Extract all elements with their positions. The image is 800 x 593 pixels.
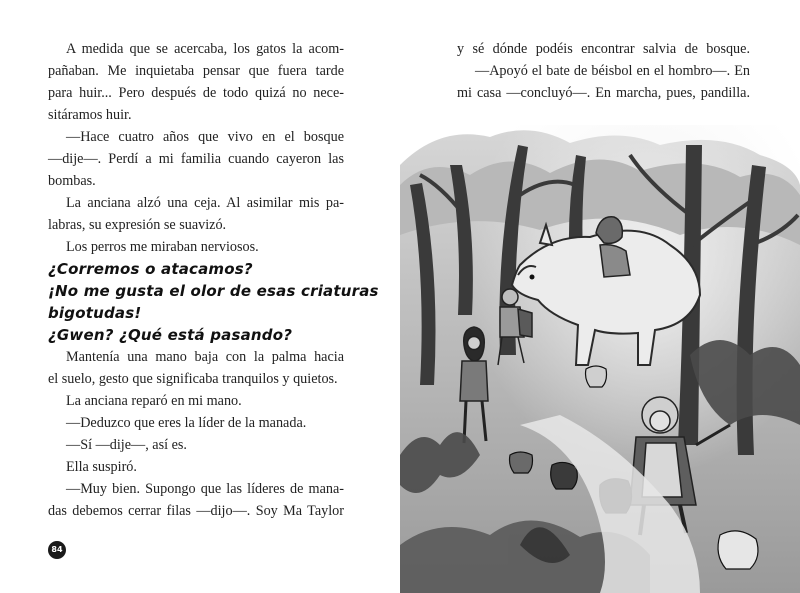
page-number-badge: 84	[48, 541, 66, 559]
handwritten-thought: ¡No me gusta el olor de esas criaturas	[48, 282, 379, 300]
left-page-text	[48, 38, 379, 522]
text-line: —Muy bien. Supongo que las líderes de mana-	[66, 481, 344, 497]
text-line: y sé dónde podéis encontrar salvia de bosque.	[457, 41, 750, 57]
text-line: el suelo, gesto que significaba tranquilos y quietos.	[48, 371, 338, 387]
right-page	[400, 0, 800, 593]
handwritten-thought: ¿Gwen? ¿Qué está pasando?	[48, 326, 293, 344]
text-line: Mantenía una mano baja con la palma hacia	[66, 349, 344, 365]
text-line: —Hace cuatro años que vivo en el bosque	[66, 129, 344, 145]
handwritten-thought: bigotudas!	[48, 304, 142, 322]
text-line: —Apoyó el bate de béisbol en el hombro—. En	[475, 63, 750, 79]
text-line: La anciana reparó en mi mano.	[66, 393, 242, 409]
text-line: para huir... Pero después de todo quizá no nece-	[48, 85, 344, 101]
text-line: —Sí —dije—, así es.	[66, 437, 187, 453]
handwritten-thought: ¿Corremos o atacamos?	[48, 260, 253, 278]
text-line: pañaban. Me inquietaba pensar que fuera tarde	[48, 63, 344, 79]
text-line: A medida que se acercaba, los gatos la acom-	[66, 41, 344, 57]
forest-illustration	[400, 125, 800, 593]
text-line: bombas.	[48, 173, 96, 189]
text-line: La anciana alzó una ceja. Al asimilar mis pa-	[66, 195, 344, 211]
text-line: sitáramos huir.	[48, 107, 132, 123]
text-line: Ella suspiró.	[66, 459, 137, 475]
right-page-text	[457, 38, 750, 104]
text-line: mi casa —concluyó—. En marcha, pues, pandilla.	[457, 85, 750, 101]
text-line: —dije—. Perdí a mi familia cuando cayeron las	[48, 151, 344, 167]
text-line: labras, su expresión se suavizó.	[48, 217, 227, 233]
text-line: Los perros me miraban nerviosos.	[66, 239, 259, 255]
text-line: —Deduzco que eres la líder de la manada.	[66, 415, 307, 431]
text-line: das debemos cerrar filas —dijo—. Soy Ma Taylor	[48, 503, 344, 519]
